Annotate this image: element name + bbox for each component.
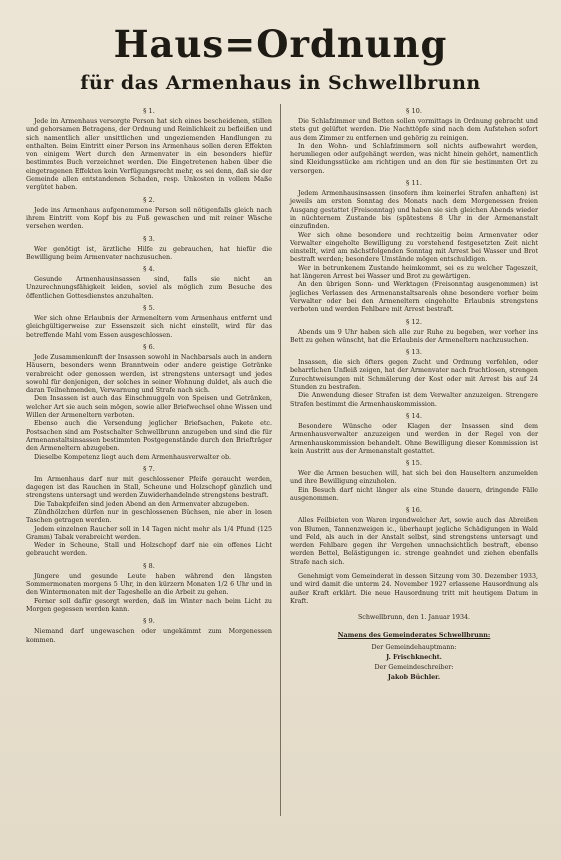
section-paragraph: In den Wohn- und Schlafzimmern soll nichts aufbewahrt werden, herumliegen oder aufgehängt werden, was nicht hinein gehört, namentlich sind Kleidungsstücke am richtigen und an den für sie bestimmten Ort zu versorgen. — [290, 142, 538, 175]
section-paragraph: Abends um 9 Uhr haben sich alle zur Ruhe zu begeben, wer vorher ins Bett zu gehen wünscht, hat die Erlaubnis der Armeneltern nachzusuchen. — [290, 328, 538, 344]
section-paragraph: Die Anwendung dieser Strafen ist dem Verwalter anzuzeigen. Strengere Strafen bestimmt die Armenhauskommission. — [290, 392, 538, 408]
left-column — [26, 104, 272, 645]
section-paragraph: Zündhölzchen dürfen nur in geschlossenen Büchsen, nie aber in losen Taschen getragen werden. — [26, 508, 272, 525]
section-heading: § 11. — [406, 179, 422, 188]
section-paragraph: Wer sich ohne Erlaubnis der Armeneltern vom Armenhaus entfernt und gleichgültigerweise zur Essenszeit sich nicht einstellt, wird für das betreffende Mahl vom Essen ausgeschlossen. — [26, 315, 272, 339]
section-heading: § 3. — [143, 234, 155, 243]
section-paragraph: Jede ins Armenhaus aufgenommene Person soll nötigenfalls gleich nach ihrem Eintritt vom Kopf bis zu Fuß gewaschen und mit reiner Wäsche versehen werden. — [26, 206, 272, 231]
section-paragraph: Wer die Armen besuchen will, hat sich bei den Hauseltern anzumelden und ihre Bewilligung einzuholen. — [290, 470, 538, 486]
section-paragraph: Den Insassen ist auch das Einschmuggeln von Speisen und Getränken, welcher Art sie auch sein mögen, sowie aller Briefwechsel ohne Wissen und Willen der Armeneltern verboten. — [26, 395, 272, 420]
section-heading: § 9. — [143, 617, 155, 626]
section-paragraph: Wer in betrunkenem Zustande heimkommt, sei es zu welcher Tageszeit, hat längeren Arrest bei Wasser und Brot zu gewärtigen. — [290, 264, 538, 281]
section-heading: § 15. — [406, 459, 422, 468]
section — [290, 506, 538, 567]
signature-block — [290, 631, 538, 683]
signature-name-mayor: J. Frischknecht. — [386, 653, 442, 661]
section-paragraph: Jede im Armenhaus versorgte Person hat sich eines bescheidenen, stillen und gehorsamen Betragens, der Ordnung und Reinlichkeit zu befleißen und sich namentlich aller unsittlichen und ungeziemenden Handlungen zu enthalten. Beim Eintritt einer Person ins Armenhaus sollen deren Effekten von einigem Wert durch den Armenvater in ein besonders hiefür bestimmtes Buch verzeichnet werden. Die Eingetretenen haben über die eingetragenen Effekten kein Verfügungsrecht mehr, es sei denn, daß sie der Gemeinde allen entstandenen Schaden, resp. Unkosten in vollem Maße vergütet haben. — [26, 118, 272, 192]
section — [26, 265, 272, 301]
section-paragraph: Ein Besuch darf nicht länger als eine Stunde dauern, dringende Fälle ausgenommen. — [290, 486, 538, 502]
section — [26, 107, 272, 193]
section-heading: § 4. — [143, 265, 155, 274]
section-heading: § 7. — [143, 464, 155, 473]
section — [290, 179, 538, 314]
section-paragraph: Die Tabakpfeifen sind jeden Abend an den Armenvater abzugeben. — [34, 500, 250, 508]
section-heading: § 2. — [143, 195, 155, 204]
section-paragraph: Gesunde Armenhausinsassen sind, falls sie nicht an Unzurechnungsfähigkeit leiden, soviel als möglich zum Besuche des öffentlichen Gottesdienstes anzuhalten. — [26, 276, 272, 300]
section — [26, 562, 272, 614]
section — [290, 107, 538, 176]
section-paragraph: An den übrigen Sonn- und Werktagen (Freisonntag ausgenommen) ist jegliches Verlassen des Armenanstaltsareals ohne besondere vorher beim Verwalter oder bei den Armeneltern eingeholte Erlaubnis strengstens verboten und werden Fehlbare mit Arrest bestraft. — [290, 281, 538, 314]
section-paragraph: Im Armenhaus darf nur mit geschlossener Pfeife geraucht werden, dagegen ist das Rauchen in Stall, Scheune und Holzschopf gänzlich und strengstens untersagt und werden Zuwiderhandelnde strengstens bestraft. — [26, 475, 272, 500]
signature-role-mayor: Der Gemeindehauptmann: — [371, 643, 457, 651]
section-heading: § 1. — [143, 107, 155, 115]
section — [26, 196, 272, 232]
section-heading: § 5. — [143, 304, 155, 313]
section-paragraph: Niemand darf ungewaschen oder ungekämmt zum Morgenessen kommen. — [26, 628, 272, 644]
section-paragraph: Wer sich ohne besondere und rechtzeitig beim Armenvater oder Verwalter eingeholte Bewilligung zu vorstehend festgesetzten Zeit nicht einstellt, wird am nächstfolgenden Sonntag mit Arrest bei Wasser und Brot bestraft werden; besondere Umstände mögen entschuldigen. — [290, 231, 538, 264]
section-paragraph: Die Schlafzimmer und Betten sollen vormittags in Ordnung gebracht und stets gut gelüftet werden. Die Nachttöpfe sind nach dem Aufstehen sofort aus dem Zimmer zu entfernen und gehörig zu reinigen. — [290, 118, 538, 142]
section-paragraph: Besondere Wünsche oder Klagen der Insassen sind dem Armenhausverwalter anzuzeigen und werden in der Regel von der Armenhauskommission behandelt. Ohne Bewilligung dieser Kommission ist kein Austritt aus der Armenanstalt gestattet. — [290, 422, 538, 455]
right-sections — [290, 107, 538, 567]
section — [26, 465, 272, 559]
section — [26, 235, 272, 263]
section — [290, 348, 538, 409]
section-heading: § 12. — [406, 317, 422, 326]
section — [26, 304, 272, 340]
signature-heading: Namens des Gemeinderates Schwellbrunn: — [337, 631, 491, 639]
section-paragraph: Insassen, die sich öfters gegen Zucht und Ordnung verfehlen, oder beharrlichen Unfleiß zeigen, hat der Armenvater nach fruchtlosen, strengen Zurechtweisungen mit Schmälerung der Kost oder mit Arrest bis auf 24 Stunden zu bestrafen. — [290, 359, 538, 392]
section — [26, 617, 272, 645]
section-paragraph: Alles Feilbieten von Waren irgendwelcher Art, sowie auch das Abreißen von Blumen, Tannenzweigen ic., überhaupt jegliche Schädigungen in Wald und Feld, als auch in der Anstalt selbst, sind strengstens untersagt und werden Fehlbare gegen ihr Vergehen unnachsichtlich bestraft, ebenso werden Bettel, Belästigungen ic. strenge geahndet und ziehen ebenfalls Strafe nach sich. — [290, 517, 538, 566]
section-paragraph: Jüngere und gesunde Leute haben während den längsten Sommermonaten morgens 5 Uhr, in den kürzern Monaten 1/2 6 Uhr und in den Wintermonaten mit der Tageshelle an die Arbeit zu gehen. — [26, 572, 272, 597]
signature-role-clerk: Der Gemeindeschreiber: — [374, 663, 454, 671]
signature-name-clerk: Jakob Büchler. — [387, 673, 441, 681]
section-paragraph: Jedem Armenhausinsassen (insofern ihm keinerlei Strafen anhaften) ist jeweils am ersten Sonntag des Monats nach dem Morgenessen freien Ausgang gestattet (Freisonntag) und haben sie sich gleichen Abends wieder in nüchternem Zustande bis (spätestens 8 Uhr in der Armenanstalt einzufinden. — [290, 190, 538, 231]
place-date: Schwellbrunn, den 1. Januar 1934. — [357, 614, 471, 622]
section-paragraph: Ferner soll dafür gesorgt werden, daß im Winter nach beim Licht zu Morgen gegessen werden kann. — [26, 597, 272, 613]
section-paragraph: Jede Zusammenkunft der Insassen sowohl in Nachbarsals auch in andern Häusern, besonders wenn Branntwein oder andere geistige Getränke verabreicht oder genossen werden, ist strengstens untersagt und jedes sowohl für denjenigen, der solches in seiner Wohnung duldet, als auch die daran Teilnehmenden, Verwarnung und Strafe nach sich. — [26, 353, 272, 395]
section — [290, 459, 538, 503]
section-heading: § 8. — [143, 561, 155, 570]
section — [26, 343, 272, 462]
section-heading: § 13. — [406, 348, 422, 357]
section-paragraph: Wer genötigt ist, ärztliche Hilfe zu gebrauchen, hat hiefür die Bewilligung beim Armenvater nachzusuchen. — [26, 245, 272, 261]
section-paragraph: Ebenso auch die Versendung jeglicher Briefsachen, Pakete etc. Postsachen sind am Postschalter Schwellbrunn anzugeben und sind die für Armenanstaltsinsassen bestimmten Postgegenstände durch den Briefträger den Armeneltern abzugeben. — [26, 420, 272, 453]
column-divider — [280, 104, 281, 816]
section-heading: § 14. — [406, 411, 422, 420]
section-paragraph: Dieselbe Kompetenz liegt auch dem Armenhausverwalter ob. — [34, 453, 232, 461]
section-heading: § 6. — [143, 342, 155, 351]
section-heading: § 10. — [406, 107, 422, 115]
approval-note: Genehmigt vom Gemeinderat in dessen Sitzung vom 30. Dezember 1933, und wird damit die unterm 24. November 1927 erlassene Hausordnung als außer Kraft erklärt. Die neue Hausordnung tritt mit heutigem Datum in Kraft. — [290, 573, 538, 605]
right-column — [290, 104, 538, 683]
section-heading: § 16. — [406, 506, 422, 515]
document-subtitle: für das Armenhaus in Schwellbrunn — [80, 72, 481, 94]
section — [290, 318, 538, 346]
section-paragraph: Weder in Scheune, Stall und Holzschopf darf nie ein offenes Licht gebraucht werden. — [26, 542, 272, 558]
document-title: Haus=Ordnung — [113, 22, 448, 66]
section-paragraph: Jedem einzelnen Raucher soll in 14 Tagen nicht mehr als 1/4 Pfund (125 Gramm) Tabak verabreicht werden. — [26, 525, 272, 541]
section — [290, 412, 538, 456]
